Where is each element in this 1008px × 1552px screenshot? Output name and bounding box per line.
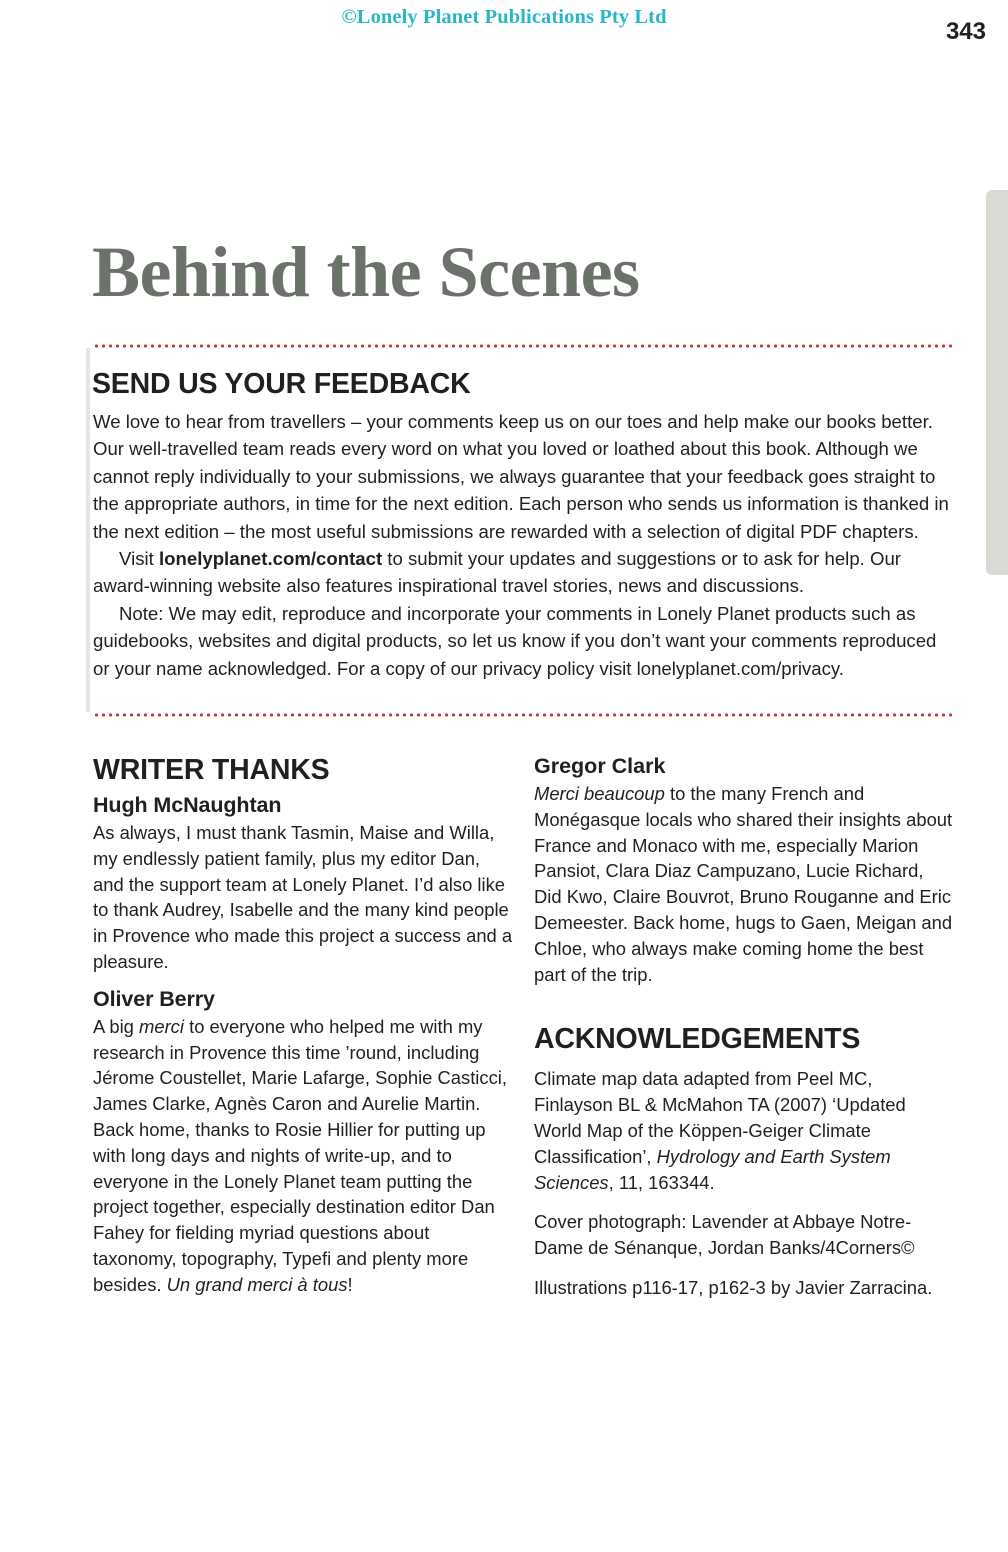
writer-name-oliver-berry: Oliver Berry	[93, 986, 215, 1011]
feedback-paragraph-1: We love to hear from travellers – your comments keep us on our toes and help make our books better. Our well-travelled team reads every word on what you loved or loathed about this book. Although we cannot reply individually to your submissions, we always guarantee that your feedback goes straight to the appropriate authors, in time for the next edition. Each person who sends us information is thanked in the next edition – the most useful submissions are rewarded with a selection of digital PDF chapters.	[93, 411, 949, 542]
dotted-rule-top	[93, 344, 955, 348]
writer-text-gregor-clark	[534, 781, 954, 987]
page-edge-tab	[986, 190, 1008, 575]
acknowledgements-column	[534, 754, 954, 1301]
acknowledgement-climate-map	[534, 1066, 954, 1195]
oliver-text-a: A big	[93, 1015, 140, 1037]
acknowledgement-cover-photograph: Cover photograph: Lavender at Abbaye Notre-Dame de Sénanque, Jordan Banks/4Corners©	[534, 1211, 915, 1259]
contact-link[interactable]: lonelyplanet.com/contact	[158, 548, 383, 570]
writer-thanks-column	[93, 754, 513, 1298]
visit-rest: to submit your updates and suggestions or to ask for help. Our award-winning website also features inspirational travel stories, news and discussions.	[93, 548, 901, 597]
writer-text-oliver-berry	[93, 1014, 513, 1298]
page-number: 343	[945, 18, 986, 45]
acknowledgement-illustrations: Illustrations p116-17, p162-3 by Javier Zarracina.	[534, 1276, 933, 1298]
page-title: Behind the Scenes	[92, 232, 640, 313]
oliver-emphasis-un-grand-merci: Un grand merci à tous	[166, 1273, 348, 1295]
feedback-paragraph-3: Note: We may edit, reproduce and incorporate your comments in Lonely Planet products such as guidebooks, websites and digital products, so let us know if you don’t want your comments reproduced or your name acknowledged. For a copy of our privacy policy visit lonelyplanet.com/privacy.	[93, 602, 937, 679]
writer-thanks-heading: WRITER THANKS	[93, 754, 330, 786]
oliver-text-b: to everyone who helped me with my research in Provence this time ’round, including Jérome Coustellet, Marie Lafarge, Sophie Casticci, James Clarke, Agnès Caron and Aurelie Martin. Back home, thanks to Rosie Hillier for putting up with long days and nights of write-up, and to everyone in the Lonely Planet team putting the project together, especially destination editor Dan Fahey for fielding myriad questions about taxonomy, topography, Typefi and plenty more besides.	[93, 1015, 507, 1295]
writer-text-hugh-mcnaughtan: As always, I must thank Tasmin, Maise and Willa, my endlessly patient family, plus my editor Dan, and the support team at Lonely Planet. I’d also like to thank Audrey, Isabelle and the many kind people in Provence who made this project a success and a pleasure.	[93, 822, 513, 972]
feedback-heading: SEND US YOUR FEEDBACK	[92, 368, 471, 400]
climate-journal-title: Hydrology and Earth System Sciences	[534, 1145, 891, 1193]
writer-name-hugh-mcnaughtan: Hugh McNaughtan	[93, 793, 282, 817]
climate-text-b: , 11, 163344.	[608, 1171, 715, 1193]
section-side-marker	[86, 348, 90, 712]
acknowledgements-heading: ACKNOWLEDGEMENTS	[534, 1023, 861, 1056]
gregor-text-b: to the many French and Monégasque locals who shared their insights about France and Monaco with me, especially Marion Pansiot, Clara Diaz Campuzano, Lucie Richard, Did Kwo, Claire Bouvrot, Bruno Rouganne and Eric Demeester. Back home, hugs to Gaen, Meigan and Chloe, who always make coming home the best part of the trip.	[534, 783, 953, 985]
climate-text-a: Climate map data adapted from Peel MC, Finlayson BL & McMahon TA (2007) ‘Updated World Map of the Köppen-Geiger Climate Classification’,	[534, 1068, 906, 1167]
gregor-emphasis-merci-beaucoup: Merci beaucoup	[534, 783, 665, 804]
writer-name-gregor-clark: Gregor Clark	[534, 754, 666, 778]
feedback-paragraph-2	[93, 545, 955, 600]
copyright-line: ©Lonely Planet Publications Pty Ltd	[341, 6, 667, 28]
oliver-text-c: !	[347, 1273, 353, 1295]
oliver-emphasis-merci: merci	[139, 1015, 184, 1037]
dotted-rule-bottom	[93, 713, 955, 717]
feedback-body	[93, 408, 955, 682]
visit-label: Visit	[119, 548, 159, 570]
